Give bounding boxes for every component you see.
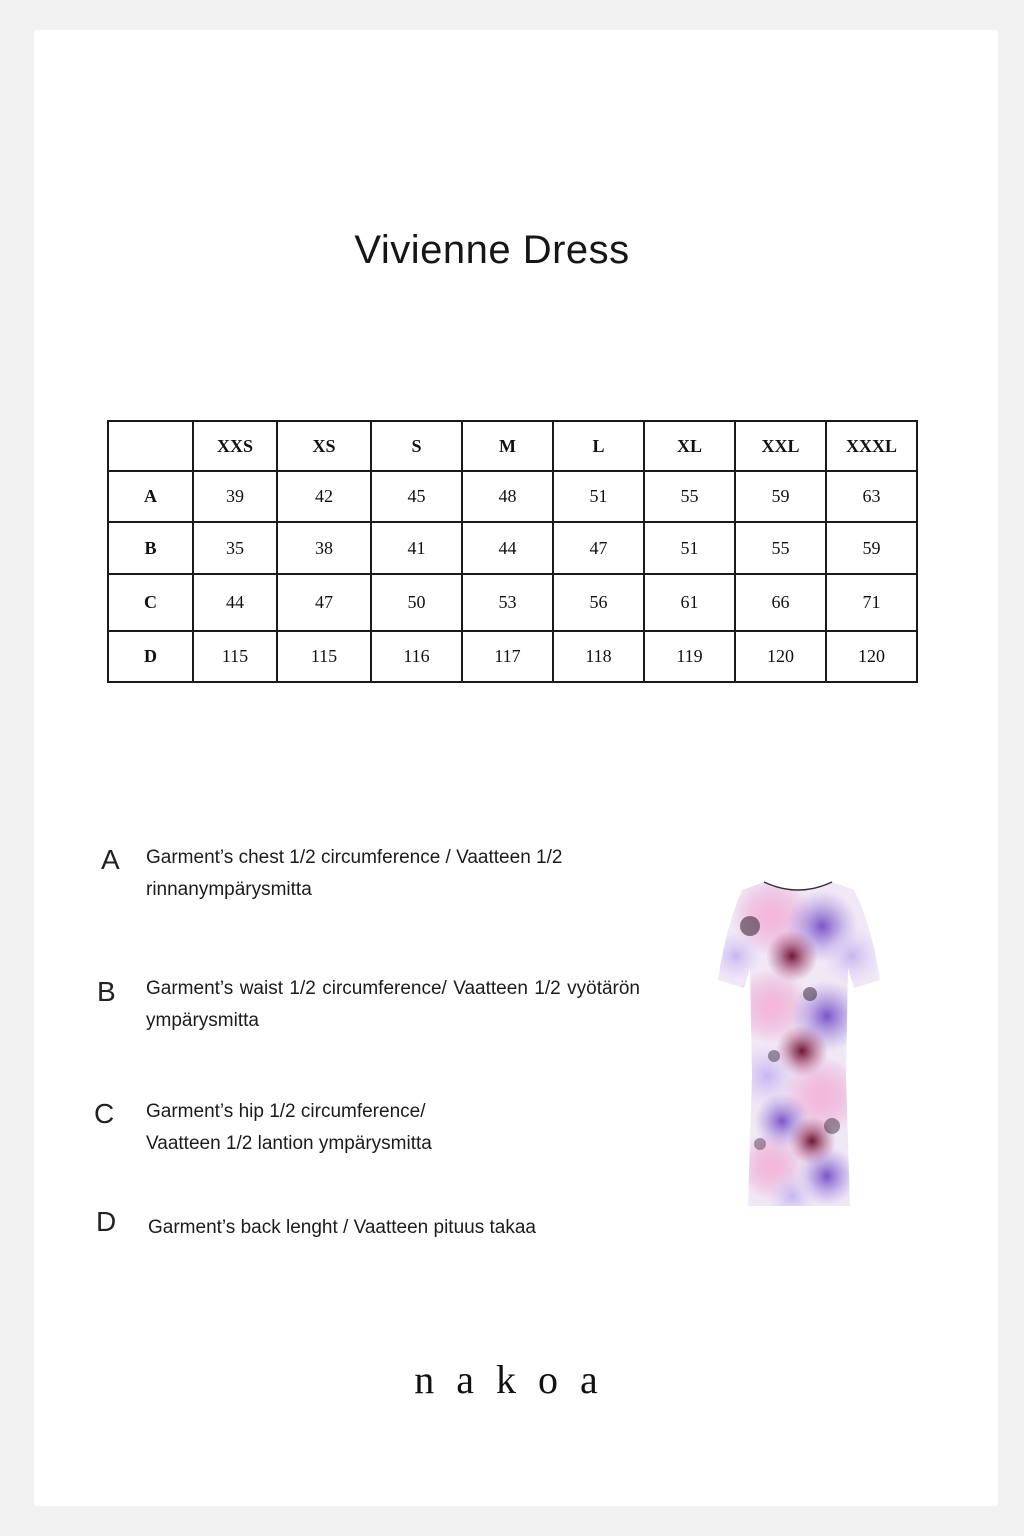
table-cell: 66 (735, 574, 826, 631)
table-cell: 39 (193, 471, 277, 522)
legend-text-d: Garment’s back lenght / Vaatteen pituus takaa (148, 1217, 536, 1238)
table-header-row (108, 421, 917, 471)
brand-logo: nakoa (414, 1357, 620, 1402)
table-corner-cell (108, 421, 193, 471)
row-label: D (108, 631, 193, 682)
size-table (107, 420, 918, 683)
table-cell: 42 (277, 471, 371, 522)
table-cell: 50 (371, 574, 462, 631)
size-header: L (553, 421, 644, 471)
row-label: C (108, 574, 193, 631)
table-cell: 120 (735, 631, 826, 682)
legend-text-c-line2: Vaatteen 1/2 lantion ympärysmitta (146, 1133, 432, 1154)
floral-print-dress-image (712, 876, 884, 1212)
legend-letter-c: C (94, 1098, 115, 1129)
table-cell: 53 (462, 574, 553, 631)
table-cell: 35 (193, 522, 277, 574)
row-label: B (108, 522, 193, 574)
row-label: A (108, 471, 193, 522)
table-cell: 63 (826, 471, 917, 522)
table-cell: 38 (277, 522, 371, 574)
table-cell: 118 (553, 631, 644, 682)
table-cell: 71 (826, 574, 917, 631)
legend-text-a: Garment’s chest 1/2 circumference / Vaatteen 1/2 rinnanympärysmitta (146, 847, 563, 900)
table-cell: 61 (644, 574, 735, 631)
size-header: S (371, 421, 462, 471)
table-cell: 47 (277, 574, 371, 631)
table-cell: 59 (735, 471, 826, 522)
table-cell: 56 (553, 574, 644, 631)
table-cell: 48 (462, 471, 553, 522)
legend-text-b: Garment’s waist 1/2 circumference/ Vaatteen 1/2 vyötärön ympärysmitta (146, 978, 640, 1031)
table-row (108, 631, 917, 682)
size-header: XXS (193, 421, 277, 471)
table-cell: 119 (644, 631, 735, 682)
table-cell: 44 (462, 522, 553, 574)
page-title: Vivienne Dress (354, 228, 630, 272)
table-row (108, 471, 917, 522)
legend-letter-d: D (96, 1206, 117, 1237)
table-cell: 47 (553, 522, 644, 574)
size-header: XL (644, 421, 735, 471)
table-cell: 51 (644, 522, 735, 574)
table-cell: 55 (735, 522, 826, 574)
table-row (108, 574, 917, 631)
table-cell: 55 (644, 471, 735, 522)
legend-letter-a: A (101, 844, 120, 875)
legend-text-c (146, 1096, 640, 1160)
size-header: XXXL (826, 421, 917, 471)
table-cell: 44 (193, 574, 277, 631)
table-cell: 116 (371, 631, 462, 682)
table-row (108, 522, 917, 574)
table-cell: 117 (462, 631, 553, 682)
size-header: XS (277, 421, 371, 471)
legend-letter-b: B (97, 976, 116, 1007)
table-cell: 45 (371, 471, 462, 522)
table-cell: 41 (371, 522, 462, 574)
table-cell: 120 (826, 631, 917, 682)
table-cell: 115 (193, 631, 277, 682)
table-cell: 59 (826, 522, 917, 574)
table-cell: 115 (277, 631, 371, 682)
size-header: M (462, 421, 553, 471)
table-cell: 51 (553, 471, 644, 522)
size-header: XXL (735, 421, 826, 471)
legend-text-c-line1: Garment’s hip 1/2 circumference/ (146, 1101, 426, 1122)
